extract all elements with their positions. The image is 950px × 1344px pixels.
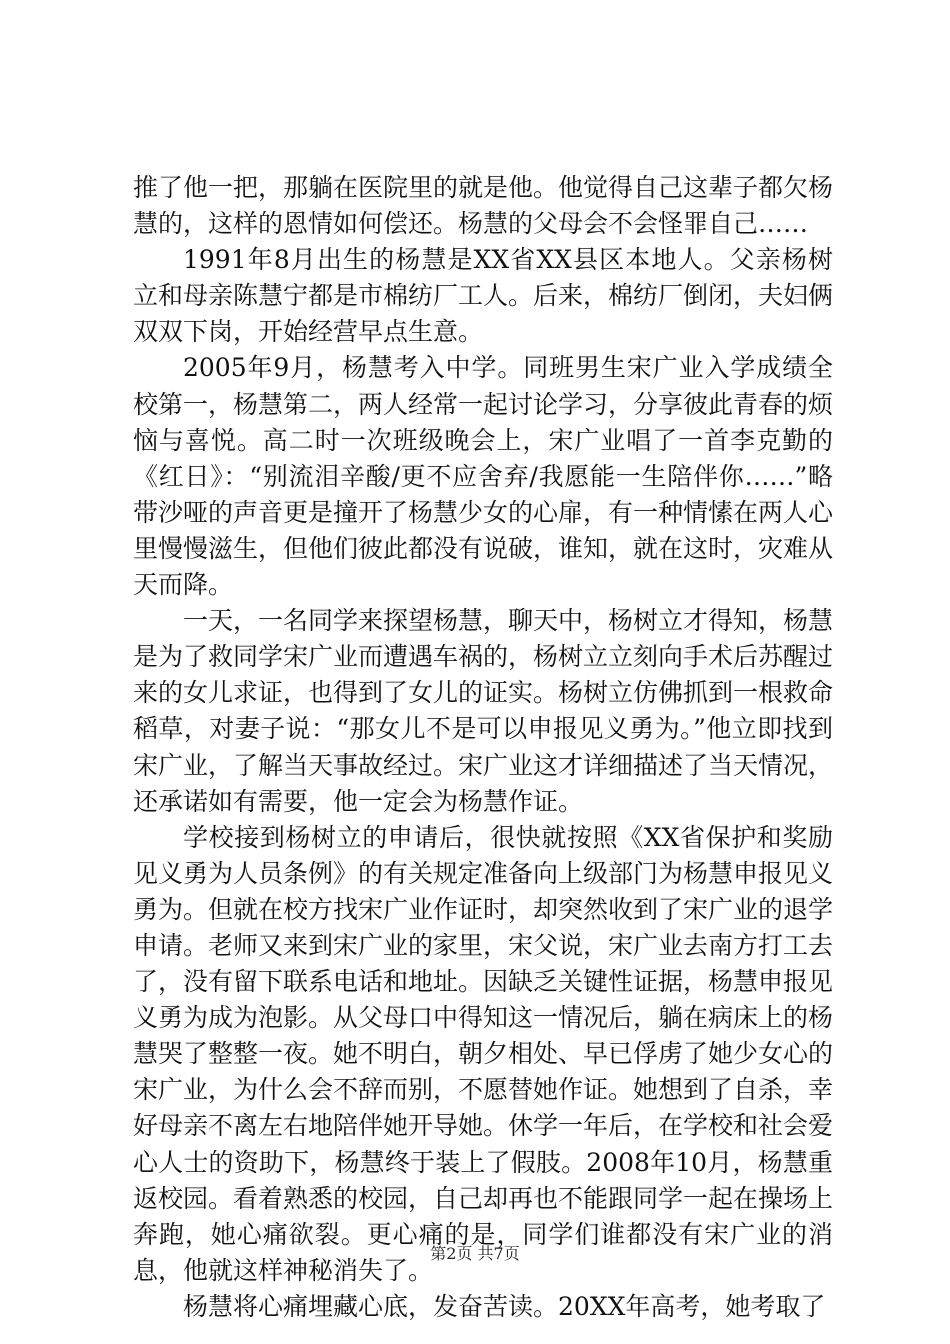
paragraph-continuation: 推了他一把，那躺在医院里的就是他。他觉得自己这辈子都欠杨慧的，这样的恩情如何偿还。杨慧的父母会不会怪罪自己……: [133, 173, 834, 239]
paragraph-exam: 杨慧将心痛埋藏心底，发奋苦读。20XX年高考，她考取了: [183, 1291, 826, 1321]
page-number-footer: 第2页 共7页: [430, 1244, 520, 1263]
paragraph-application: 学校接到杨树立的申请后，很快就按照《XX省保护和奖励见义勇为人员条例》的有关规定准备向上级部门为杨慧申报见义勇为。但就在校方找宋广业作证时，却突然收到了宋广业的退学申请。老师又来到宋广业的家里，宋父说，宋广业去南方打工去了，没有留下联系电话和地址。因缺乏关键性证据，杨慧申报见义勇为成为泡影。从父母口中得知这一情况后，躺在病床上的杨慧哭了整整一夜。她不明白，朝夕相处、早已俘虏了她少女心的宋广业，为什么会不辞而别，不愿替她作证。她想到了自杀，幸好母亲不离左右地陪伴她开导她。休学一年后，在学校和社会爱心人士的资助下，杨慧终于装上了假肢。2008年10月，杨慧重返校园。看着熟悉的校园，自己却再也不能跟同学一起在操场上奔跑，她心痛欲裂。更心痛的是，同学们谁都没有宋广业的消息，他就这样神秘消失了。: [133, 822, 834, 1285]
paragraph-birth: 1991年8月出生的杨慧是XX省XX县区本地人。父亲杨树立和母亲陈慧宁都是市棉纺厂工人。后来，棉纺厂倒闭，夫妇俩双双下岗，开始经营早点生意。: [133, 245, 834, 347]
paragraph-school: 2005年9月，杨慧考入中学。同班男生宋广业入学成绩全校第一，杨慧第二，两人经常一起讨论学习，分享彼此青春的烦恼与喜悦。高二时一次班级晚会上，宋广业唱了一首李克勤的《红日》：“别流泪辛酸/更不应舍弃/我愿能一生陪伴你……”略带沙哑的声音更是撞开了杨慧少女的心扉，有一种情愫在两人心里慢慢滋生，但他们彼此都没有说破，谁知，就在这时，灾难从天而降。: [133, 353, 834, 600]
paragraph-witness: 一天，一名同学来探望杨慧，聊天中，杨树立才得知，杨慧是为了救同学宋广业而遭遇车祸的，杨树立立刻向手术后苏醒过来的女儿求证，也得到了女儿的证实。杨树立仿佛抓到一根救命稻草，对妻子说：“那女儿不是可以申报见义勇为。”他立即找到宋广业，了解当天事故经过。宋广业这才详细描述了当天情况，还承诺如有需要，他一定会为杨慧作证。: [133, 606, 834, 816]
document-body: [133, 170, 833, 1325]
